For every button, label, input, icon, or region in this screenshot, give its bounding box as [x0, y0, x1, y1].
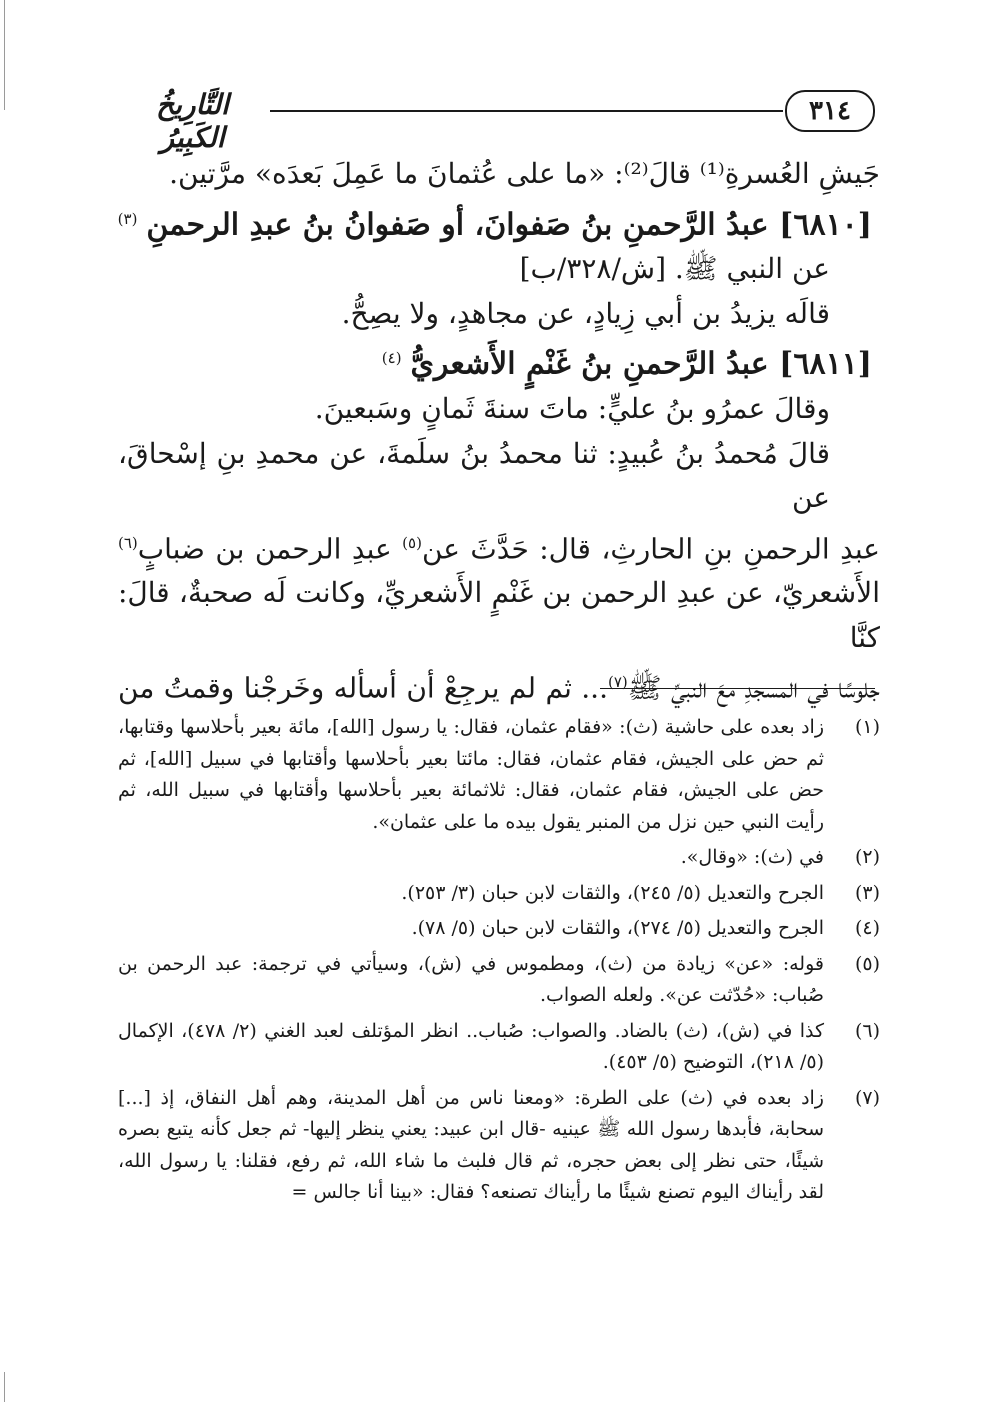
footnote-ref: (٦) — [118, 533, 138, 552]
entry-heading-text: [٦٨١٠] عبدُ الرَّحمنِ بنُ صَفوانَ، أو صَفوانُ بنُ عبدِ الرحمنِ — [146, 206, 872, 242]
footnote-text: في (ث): «وقال». — [680, 846, 824, 868]
footnote-text: الجرح والتعديل (٥/ ٢٤٥)، والثقات لابن حبان (٣/ ٢٥٣). — [401, 881, 824, 904]
footnote-item — [118, 949, 880, 1012]
footnotes — [118, 712, 880, 1213]
text-span: جلوسًا في المسجدِ معَ النبيِّ ﷺ — [627, 671, 881, 705]
text-line-1: جَيشِ العُسرةِ⁽¹⁾ قالَ⁽²⁾: «ما على عُثمانَ ما عَمِلَ بَعدَه» مرَّتين. — [169, 157, 880, 190]
footnote-number: (٢) — [854, 846, 880, 868]
footnote-text: كذا في (ش)، (ث) بالضاد. والصواب: صُباب.. انظر المؤتلف لعبد الغني (٢/ ٤٧٨)، الإكمال (٥/ ٢١٨)، التوضيح (٥/ ٤٥٣). — [118, 1019, 824, 1073]
text-line: قالَه يزيدُ بن أبي زِيادٍ، عن مجاهدٍ، ولا يصِحُّ. — [341, 296, 830, 330]
entry-6810-heading — [118, 197, 880, 248]
book-title: التَّارِيخُ الكَبِيرُ — [156, 88, 229, 154]
footnote-item — [118, 712, 880, 838]
footnote-item — [118, 878, 880, 910]
main-text — [118, 152, 880, 711]
footnote-text: الجرح والتعديل (٥/ ٢٧٤)، والثقات لابن حبان (٥/ ٧٨). — [411, 917, 824, 939]
footnote-text: قوله: «عن» زيادة من (ث)، ومطموس في (ش)، وسيأتي في ترجمة: عبد الرحمن بن صُباب: «حُدّثت عن». ولعله الصواب. — [118, 952, 824, 1006]
entry-6811-heading — [118, 336, 880, 387]
text-line: وقالَ عمرُو بنُ عليٍّ: ماتَ سنةَ ثَمانٍ وسَبعينَ. — [314, 392, 830, 426]
paragraph-line-4 — [118, 660, 880, 711]
footnote-number: (٧) — [854, 1086, 880, 1109]
footnote-number: (١) — [854, 716, 880, 738]
footnote-ref: (٥) — [402, 533, 422, 552]
paragraph-line-3: الأَشعريّ، عن عبدِ الرحمن بن غَنْمٍ الأَشعريِّ، وكانت لَه صحبةٌ، قالَ: كنَّا — [118, 576, 880, 654]
page-header — [120, 88, 875, 154]
text-line: عن النبي ﷺ. [ش/٣٢٨/ب] — [519, 252, 830, 286]
footnote-ref: (٤) — [381, 349, 402, 368]
header-rule — [270, 110, 783, 112]
footnote-text: زاد بعده في (ث) على الطرة: «ومعنا ناس من أهل المدينة، وهم أهل النفاق، إذ [...] سحابة، فأبدها رسول الله ﷺ عينيه -قال ابن عبيد: يعني ينظر إليها- ثم جعل كأنه يتبع بصره شيئًا، حتى نظر إلى بعض حجره، ثم قال فلبث ما شاء الله، ثم رفع، فقلنا: يا رسول الله، لقد رأيناك اليوم تصنع شيئًا ما رأيناك تصنعه؟ فقال: «بينا أنا جالس = — [118, 1086, 824, 1203]
footnote-item — [118, 913, 880, 945]
footnote-number: (٤) — [854, 917, 880, 939]
scan-edge-bottom — [4, 1372, 5, 1402]
footnote-item — [118, 1016, 880, 1079]
footnote-number: (٣) — [854, 881, 880, 904]
footnote-text: زاد بعده على حاشية (ث): «فقام عثمان، فقال: يا رسول [الله]، مائة بعير بأحلاسها وقتابها، ثم حض على الجيش، فقام عثمان، فقال: مائتا بعير بأحلاسها وأقتابها في سبيل [الله]، ثم حض على الجيش، فقام عثمان، فقال: ثلاثمائة بعير بأحلاسها وأقتابها في سبيل الله، ثم رأيت النبي حين نزل من المنبر يقول بيده ما على عثمان». — [118, 716, 824, 833]
footnote-item — [118, 842, 880, 874]
footnote-item — [118, 1083, 880, 1209]
footnote-ref: (٣) — [117, 209, 138, 228]
text-span: عبدِ الرحمن بن ضبابٍ — [137, 531, 403, 565]
paragraph-line-1: قالَ مُحمدُ بنُ عُبيدٍ: ثنا محمدُ بنُ سلَمةَ، عن محمدِ بنِ إسْحاقَ، عن — [118, 436, 830, 515]
entry-heading-text: [٦٨١١] عبدُ الرَّحمنِ بنُ غَنْمٍ الأَشعريُّ — [410, 346, 872, 382]
footnote-separator — [600, 688, 875, 689]
text-span: ... ثم لم يرجِعْ أن أسأله وخَرجْنا وقمتُ من — [118, 671, 608, 705]
text-span: عبدِ الرحمنِ بنِ الحارثِ، قال: حَدَّثَ عن — [421, 531, 880, 565]
footnote-number: (٥) — [854, 952, 880, 975]
page-number: ٣١٤ — [785, 90, 875, 132]
footnote-ref: (٧) — [607, 673, 628, 692]
scan-edge-top — [4, 0, 5, 110]
paragraph-line-2 — [118, 521, 880, 572]
footnote-number: (٦) — [854, 1019, 880, 1042]
